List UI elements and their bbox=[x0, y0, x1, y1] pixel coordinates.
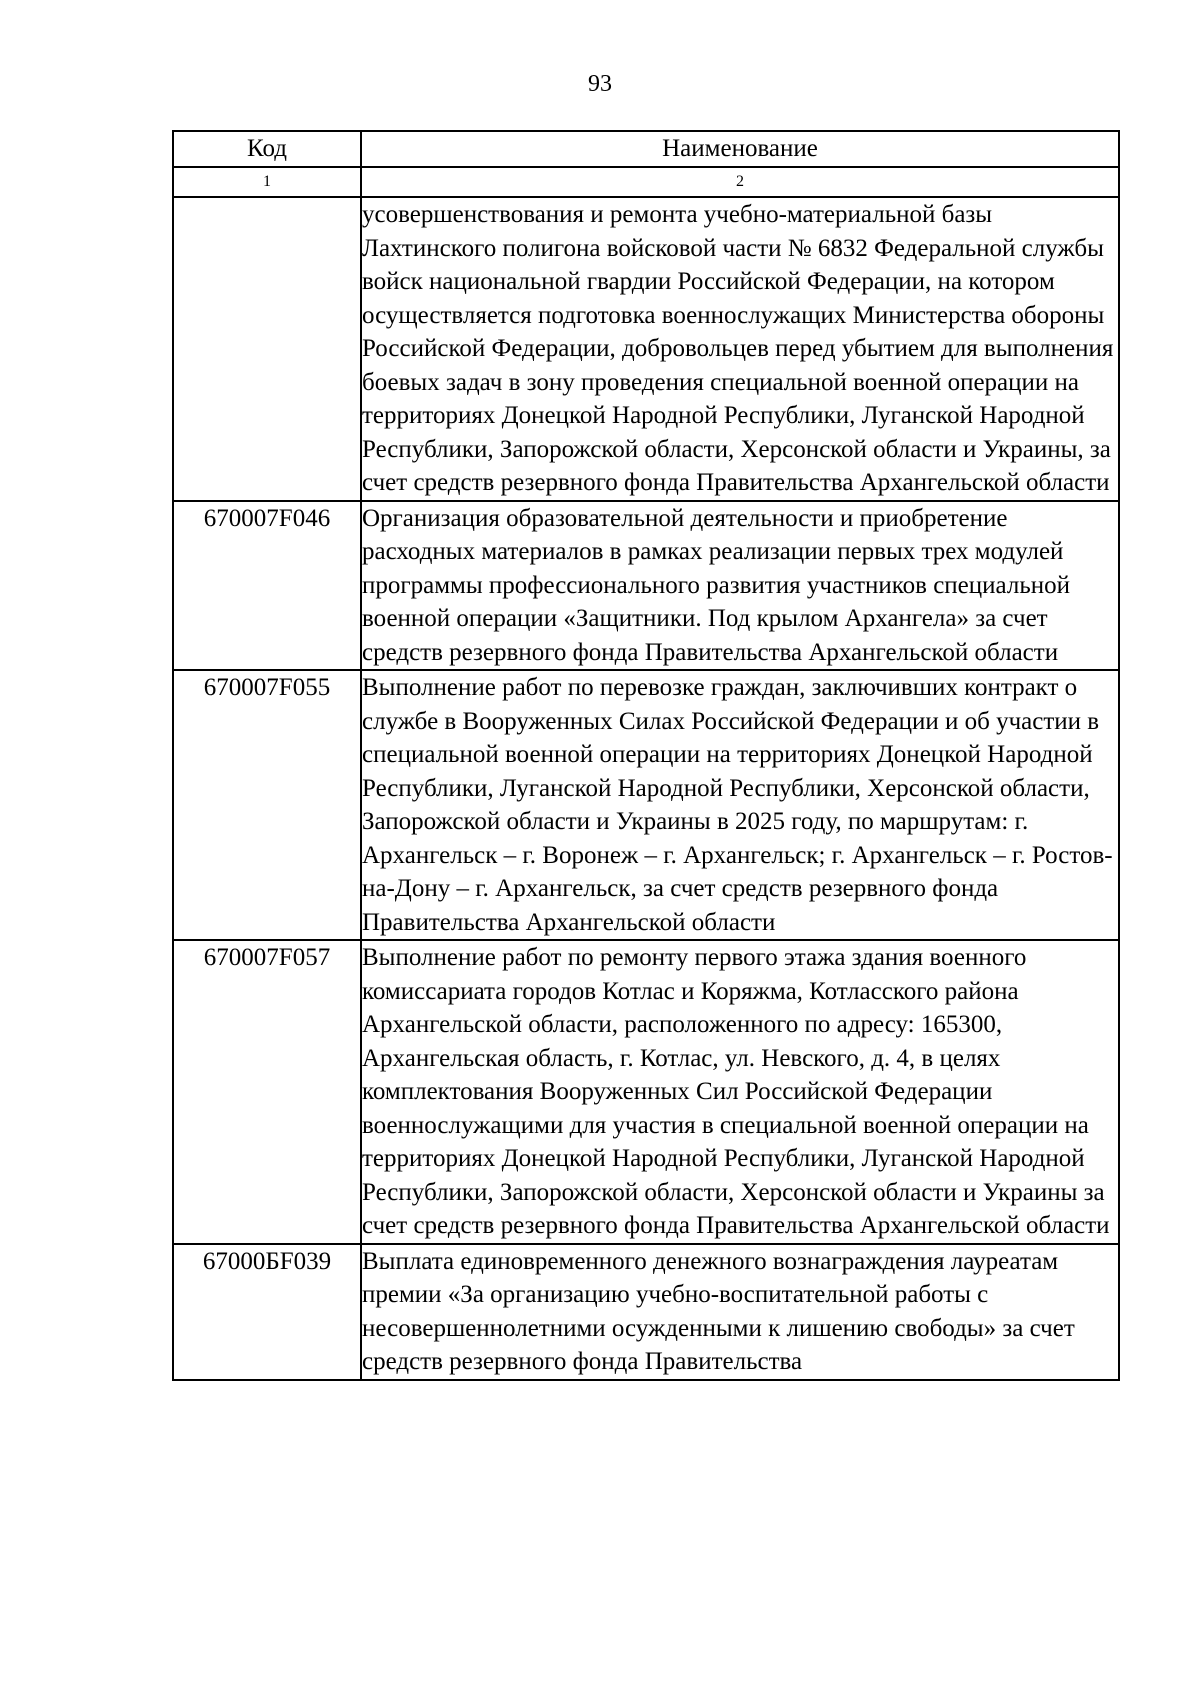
header-code: Код bbox=[173, 131, 361, 167]
row-name: Организация образовательной деятельности и приобретение расходных материалов в рамках реализации первых трех модулей программы профессионального развития участников специальной военной операции «Защитники. Под крылом Архангела» за счет средств резервного фонда Правительства Архангельской области bbox=[361, 501, 1119, 671]
table-row bbox=[173, 197, 1119, 501]
table-row bbox=[173, 1244, 1119, 1380]
row-name: Выполнение работ по перевозке граждан, заключивших контракт о службе в Вооруженных Силах Российской Федерации и об участии в специальной военной операции на территориях Донецкой Народной Республики, Луганской Народной Республики, Херсонской области, Запорожской области и Украины в 2025 году, по маршрутам: г. Архангельск – г. Воронеж – г. Архангельск; г. Архангельск – г. Ростов-на-Дону – г. Архангельск, за счет средств резервного фонда Правительства Архангельской области bbox=[361, 670, 1119, 940]
row-code: 67000БF039 bbox=[173, 1244, 361, 1380]
row-code bbox=[173, 197, 361, 501]
table-header-row bbox=[173, 131, 1119, 167]
table-row bbox=[173, 670, 1119, 940]
row-name: усовершенствования и ремонта учебно-материальной базы Лахтинского полигона войсковой части № 6832 Федеральной службы войск национальной гвардии Российской Федерации, на котором осуществляется подготовка военнослужащих Министерства обороны Российской Федерации, добровольцев перед убытием для выполнения боевых задач в зону проведения специальной военной операции на территориях Донецкой Народной Республики, Луганской Народной Республики, Запорожской области, Херсонской области и Украины, за счет средств резервного фонда Правительства Архангельской области bbox=[361, 197, 1119, 501]
row-code: 670007F057 bbox=[173, 940, 361, 1244]
row-name: Выплата единовременного денежного вознаграждения лауреатам премии «За организацию учебно-воспитательной работы с несовершеннолетними осужденными к лишению свободы» за счет средств резервного фонда Правительства bbox=[361, 1244, 1119, 1380]
budget-code-table bbox=[172, 130, 1120, 1381]
table-row bbox=[173, 940, 1119, 1244]
column-number-name: 2 bbox=[361, 167, 1119, 197]
row-name: Выполнение работ по ремонту первого этажа здания военного комиссариата городов Котлас и Коряжма, Котласского района Архангельской области, расположенного по адресу: 165300, Архангельская область, г. Котлас, ул. Невского, д. 4, в целях комплектования Вооруженных Сил Российской Федерации военнослужащими для участия в специальной военной операции на территориях Донецкой Народной Республики, Луганской Народной Республики, Запорожской области, Херсонской области и Украины за счет средств резервного фонда Правительства Архангельской области bbox=[361, 940, 1119, 1244]
row-code: 670007F046 bbox=[173, 501, 361, 671]
page-number: 93 bbox=[588, 71, 612, 97]
column-number-code: 1 bbox=[173, 167, 361, 197]
column-number-row bbox=[173, 167, 1119, 197]
row-code: 670007F055 bbox=[173, 670, 361, 940]
header-name: Наименование bbox=[361, 131, 1119, 167]
table-row bbox=[173, 501, 1119, 671]
